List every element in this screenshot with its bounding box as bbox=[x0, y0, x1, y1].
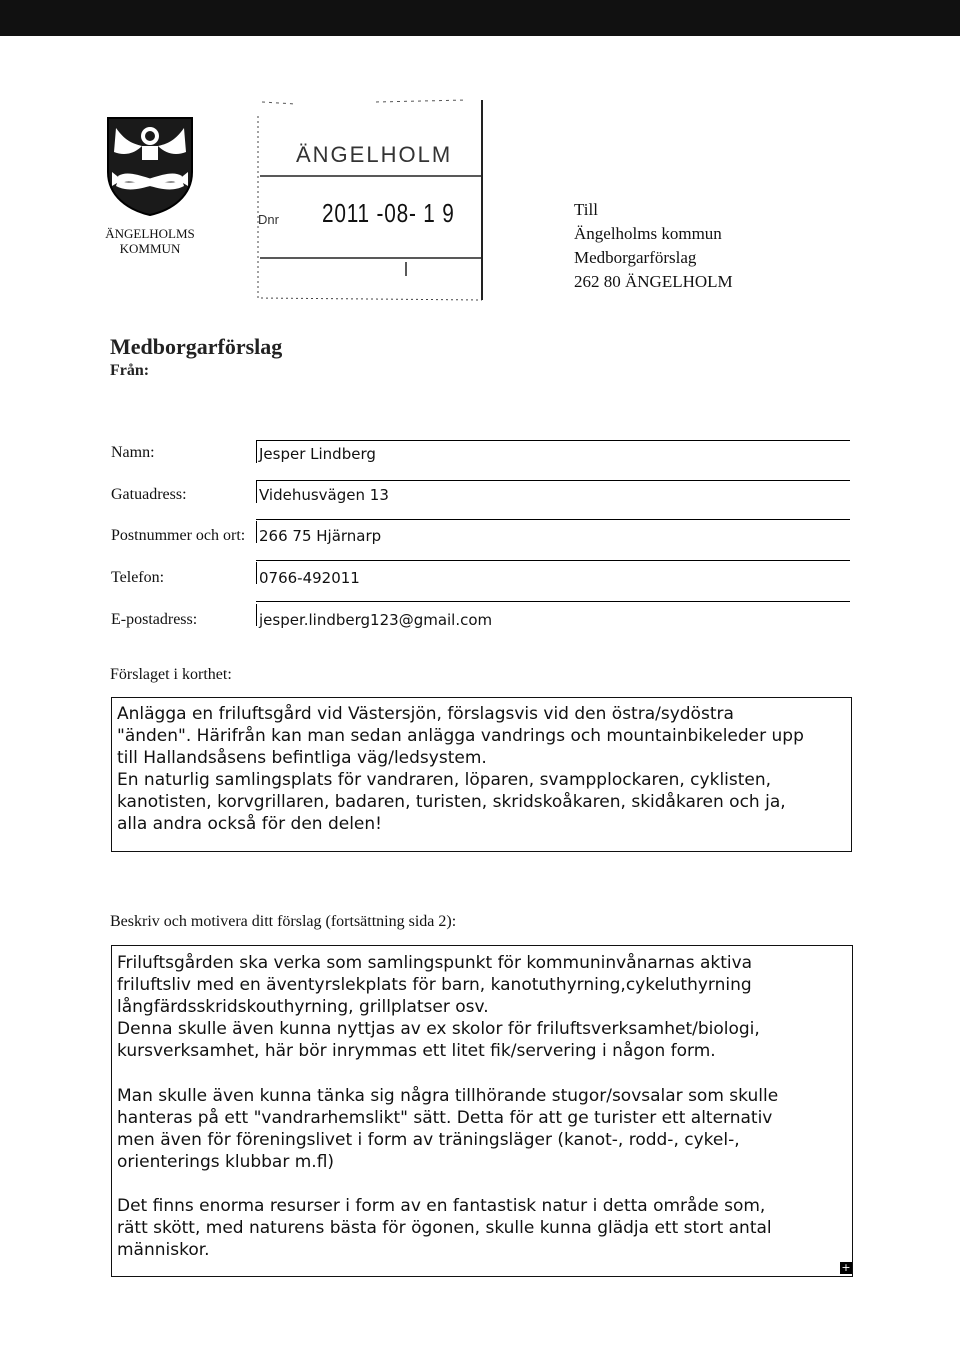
description-line: kursverksamhet, här bör inrymmas ett litet fik/servering i någon form. bbox=[117, 1041, 716, 1061]
summary-line: Anlägga en friluftsgård vid Västersjön, förslagsvis vid den östra/sydöstra bbox=[117, 704, 734, 724]
field-label-phone: Telefon: bbox=[111, 569, 165, 586]
summary-line: En naturlig samlingsplats för vandraren, löparen, svampplockaren, cyklisten, bbox=[117, 770, 772, 790]
stamp-date: 2011 -08- 1 9 bbox=[322, 198, 455, 228]
field-line bbox=[256, 480, 850, 481]
field-value-phone: 0766-492011 bbox=[259, 569, 360, 587]
field-divider bbox=[256, 441, 257, 463]
recipient-address bbox=[574, 198, 733, 294]
field-divider bbox=[256, 604, 257, 626]
description-line: friluftsliv med en äventyrslekplats för barn, kanotuthyrning,cykeluthyrning bbox=[117, 975, 752, 995]
coat-of-arms-logo bbox=[104, 114, 196, 216]
description-paragraph bbox=[117, 1085, 778, 1173]
description-box bbox=[111, 945, 853, 1277]
description-line: människor. bbox=[117, 1240, 210, 1260]
form-title: Medborgarförslag bbox=[110, 334, 283, 359]
recipient-line: Ängelholms kommun bbox=[574, 224, 722, 243]
description-line: Det finns enorma resurser i form av en fantastisk natur i detta område som, bbox=[117, 1196, 766, 1216]
description-paragraph bbox=[117, 1195, 772, 1261]
field-label-email: E-postadress: bbox=[111, 611, 198, 628]
recipient-line: 262 80 ÄNGELHOLM bbox=[574, 272, 733, 291]
summary-line: alla andra också för den delen! bbox=[117, 814, 382, 834]
description-line: Man skulle även kunna tänka sig några tillhörande stugor/sovsalar som skulle bbox=[117, 1086, 779, 1106]
description-line: orienterings klubbar m.fl) bbox=[117, 1152, 335, 1172]
description-line: rätt skött, med naturens bästa för ögonen, skulle kunna glädja ett stort antal bbox=[117, 1218, 772, 1238]
description-line: långfärdsskridskouthyrning, grillplatser osv. bbox=[117, 997, 489, 1017]
description-line: Friluftsgården ska verka som samlingspunkt för kommuninvånarnas aktiva bbox=[117, 953, 753, 973]
field-label-postal: Postnummer och ort: bbox=[111, 527, 246, 544]
field-value-postal: 266 75 Hjärnarp bbox=[259, 527, 382, 545]
field-value-street: Videhusvägen 13 bbox=[259, 486, 389, 504]
field-label-name: Namn: bbox=[111, 444, 155, 461]
description-line: hanteras på ett "vandrarhemslikt" sätt. Detta för att ge turister ett alternativ bbox=[117, 1108, 773, 1128]
summary-box bbox=[111, 697, 852, 852]
description-paragraph bbox=[117, 952, 760, 1062]
summary-line: till Hallandsåsens befintliga väg/ledsystem. bbox=[117, 748, 487, 768]
summary-label: Förslaget i korthet: bbox=[110, 666, 232, 683]
recipient-line: Till bbox=[574, 200, 598, 219]
description-line: men även för föreningslivet i form av träningsläger (kanot-, rodd-, cykel-, bbox=[117, 1130, 740, 1150]
field-value-email: jesper.lindberg123@gmail.com bbox=[259, 611, 493, 629]
field-divider bbox=[256, 481, 257, 503]
stamp-dnr-label: Dnr bbox=[258, 212, 279, 227]
recipient-line: Medborgarförslag bbox=[574, 248, 697, 267]
scan-edge-bar bbox=[0, 0, 960, 36]
field-line bbox=[256, 519, 850, 520]
from-label: Från: bbox=[110, 362, 150, 379]
field-divider bbox=[256, 521, 257, 543]
summary-line: kanotisten, korvgrillaren, badaren, turisten, skridskoåkaren, skidåkaren och ja, bbox=[117, 792, 786, 812]
field-line bbox=[256, 440, 850, 441]
description-line: Denna skulle även kunna nyttjas av ex skolor för friluftsverksamhet/biologi, bbox=[117, 1019, 760, 1039]
summary-line: "änden". Härifrån kan man sedan anlägga vandrings och mountainbikeleder upp bbox=[117, 726, 804, 746]
field-line bbox=[256, 560, 850, 561]
scan-edge-notch bbox=[812, 36, 960, 46]
description-label: Beskriv och motivera ditt förslag (fortsättning sida 2): bbox=[110, 913, 457, 930]
stamp-municipality: ÄNGELHOLM bbox=[296, 142, 453, 167]
field-line bbox=[256, 601, 850, 602]
plus-icon[interactable]: + bbox=[841, 1261, 851, 1274]
municipality-name: ÄNGELHOLMS KOMMUN bbox=[105, 226, 195, 256]
field-label-street: Gatuadress: bbox=[111, 486, 187, 503]
field-divider bbox=[256, 562, 257, 584]
field-value-name: Jesper Lindberg bbox=[259, 445, 376, 463]
